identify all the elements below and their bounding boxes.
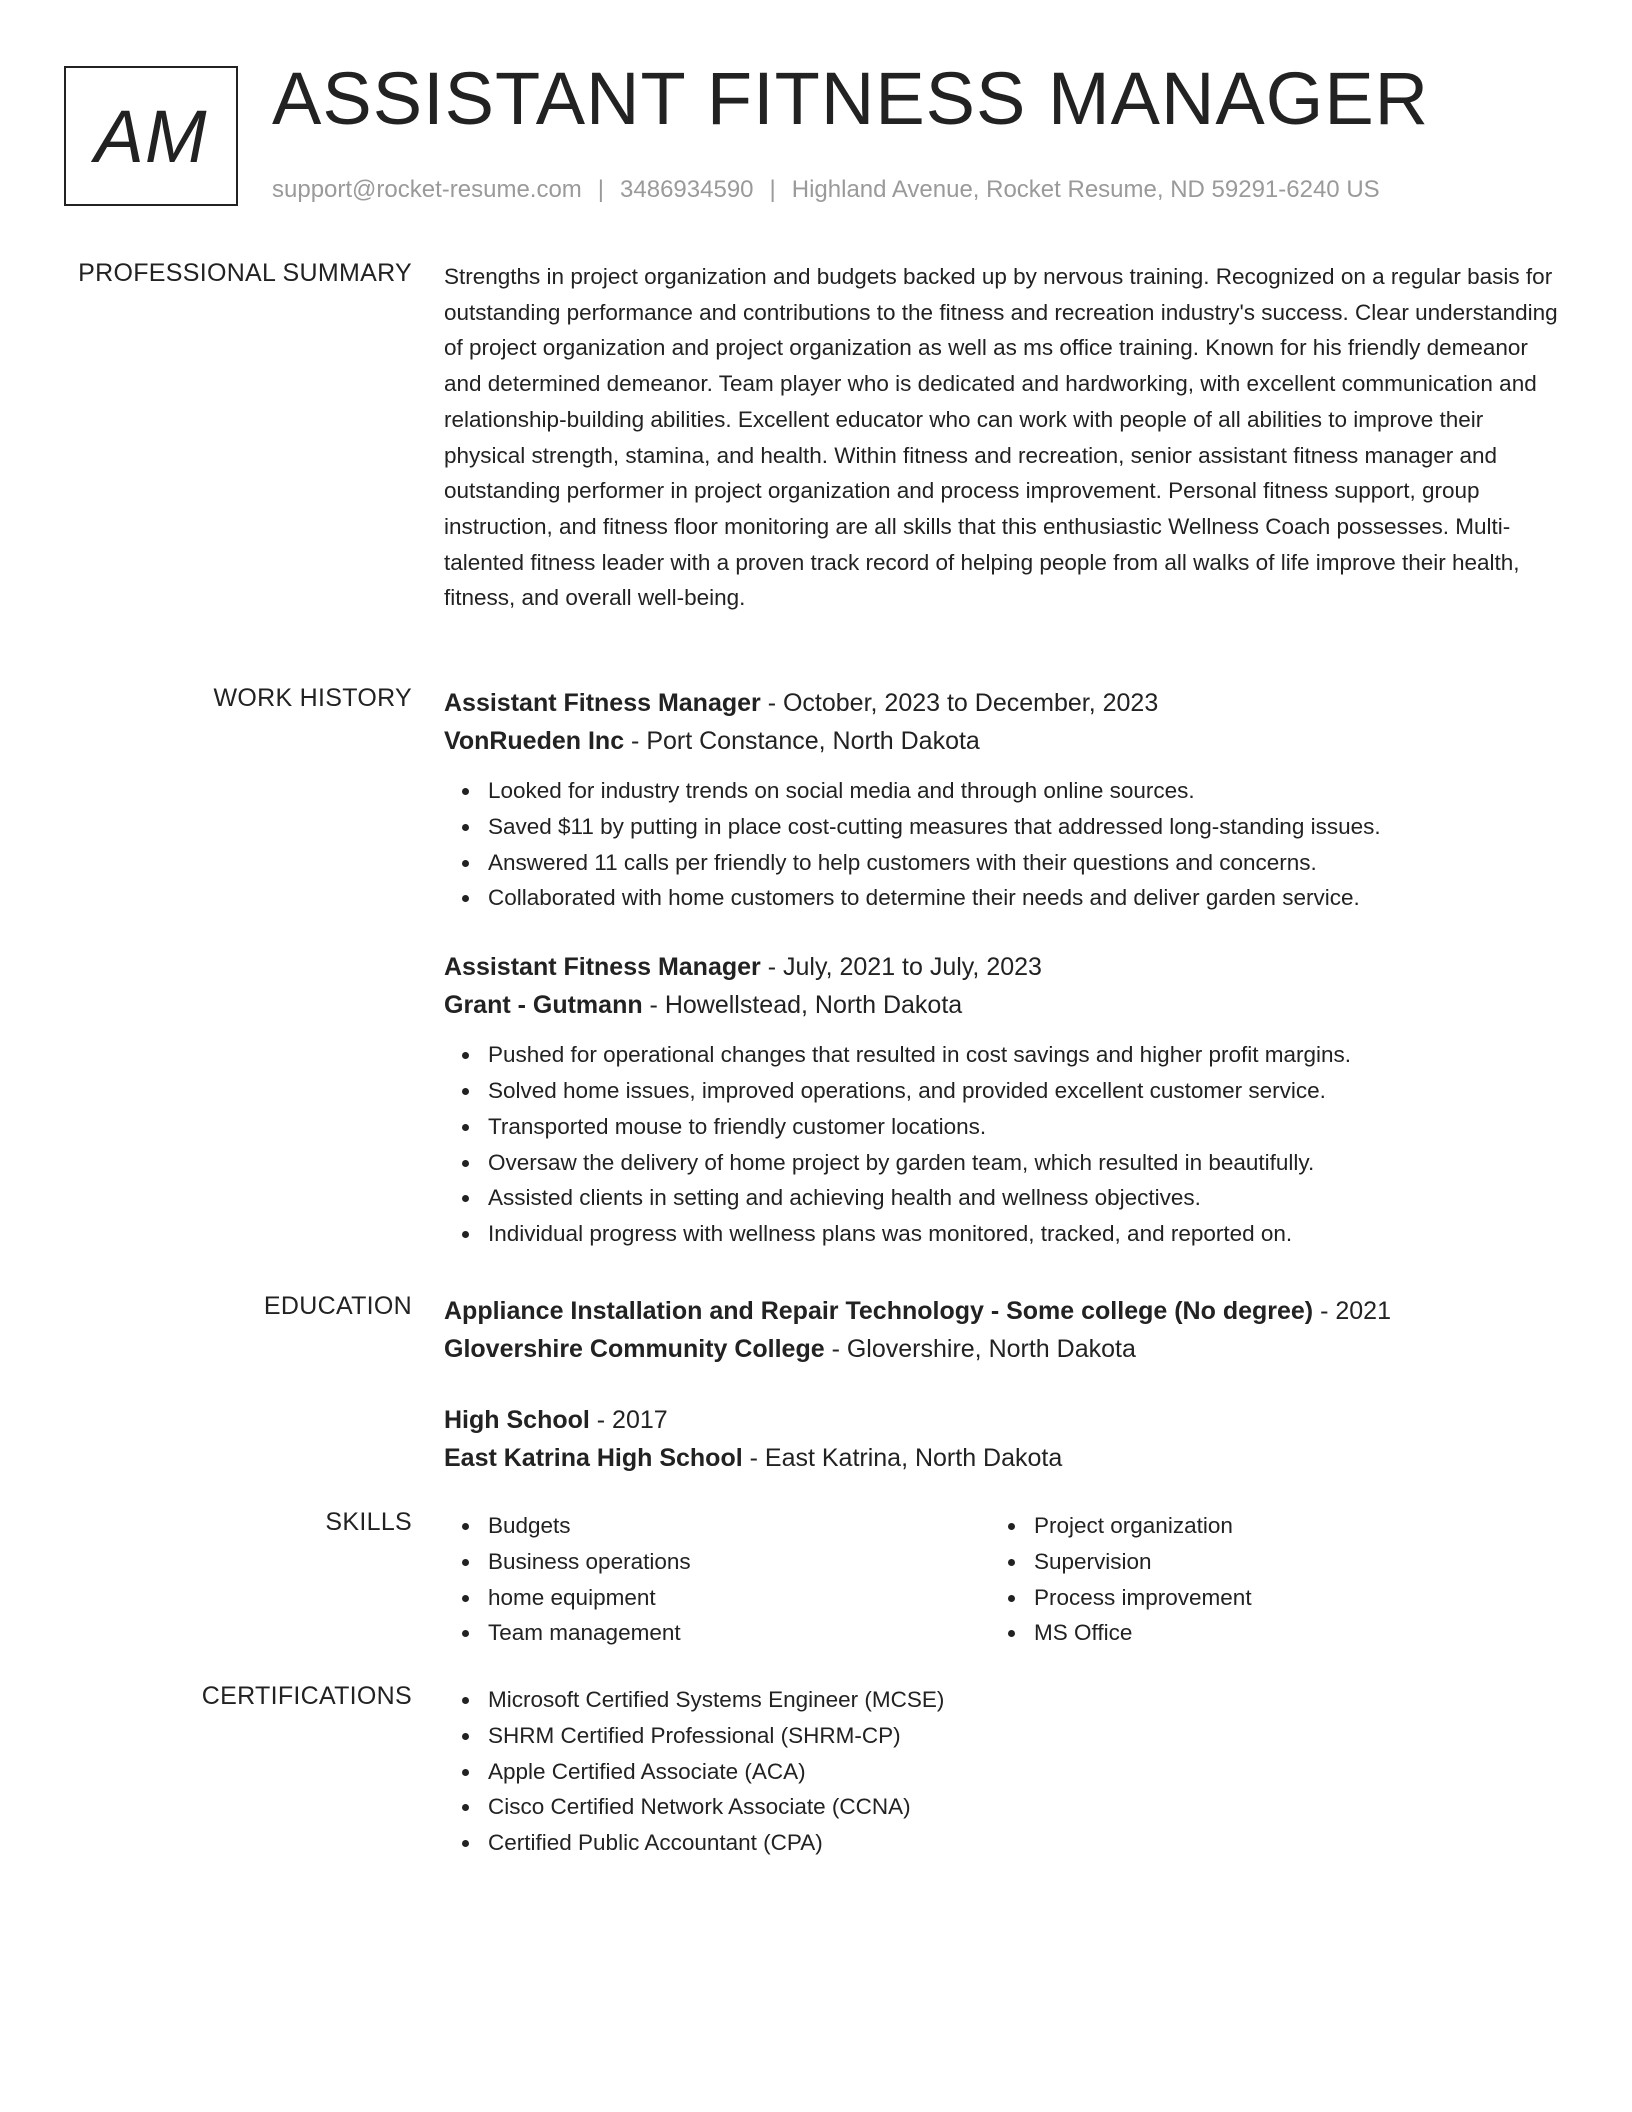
page-title: ASSISTANT FITNESS MANAGER <box>272 57 1430 140</box>
certification-item: SHRM Certified Professional (SHRM-CP) <box>488 1718 1564 1754</box>
job-bullets <box>444 1037 1564 1252</box>
certification-item: Microsoft Certified Systems Engineer (MCSE) <box>488 1682 1564 1718</box>
job-company: Grant - Gutmann <box>444 991 643 1020</box>
education-entry <box>444 1292 1564 1368</box>
contact-email: support@rocket-resume.com <box>272 176 582 203</box>
job-bullet: Oversaw the delivery of home project by garden team, which resulted in beautifully. <box>488 1145 1564 1181</box>
job-title-line <box>444 684 1564 722</box>
job-bullet: Answered 11 calls per friendly to help customers with their questions and concerns. <box>488 845 1564 881</box>
job-bullet: Solved home issues, improved operations, and provided excellent customer service. <box>488 1073 1564 1109</box>
education-location: - Glovershire, North Dakota <box>824 1335 1136 1363</box>
skills-list <box>444 1508 990 1651</box>
job-bullet: Collaborated with home customers to determine their needs and deliver garden service. <box>488 880 1564 916</box>
skills-column-right <box>990 1508 1536 1651</box>
education-year: - 2021 <box>1313 1297 1391 1325</box>
contact-phone: 3486934590 <box>620 176 754 203</box>
job-bullet: Pushed for operational changes that resulted in cost savings and higher profit margins. <box>488 1037 1564 1073</box>
skills-column-left <box>444 1508 990 1651</box>
skill-item: Team management <box>488 1615 990 1651</box>
contact-address: Highland Avenue, Rocket Resume, ND 59291-6240 US <box>791 176 1380 203</box>
certification-item: Certified Public Accountant (CPA) <box>488 1825 1564 1861</box>
job-entry <box>444 948 1564 1252</box>
certifications-list <box>444 1682 1564 1861</box>
section-heading-work-history: WORK HISTORY <box>213 684 412 712</box>
education-school-line <box>444 1439 1564 1477</box>
skills-body <box>444 1508 1564 1651</box>
job-bullet: Saved $11 by putting in place cost-cutting measures that addressed long-standing issues. <box>488 809 1564 845</box>
education-degree: Appliance Installation and Repair Technology - Some college (No degree) <box>444 1297 1314 1325</box>
job-company-line <box>444 986 1564 1024</box>
job-dates: - July, 2021 to July, 2023 <box>760 953 1042 982</box>
section-heading-certifications: CERTIFICATIONS <box>201 1682 412 1710</box>
skill-item: Process improvement <box>1034 1580 1536 1616</box>
skill-item: Budgets <box>488 1508 990 1544</box>
section-heading-summary: PROFESSIONAL SUMMARY <box>78 259 412 287</box>
certification-item: Apple Certified Associate (ACA) <box>488 1754 1564 1790</box>
job-bullet: Individual progress with wellness plans was monitored, tracked, and reported on. <box>488 1216 1564 1252</box>
job-bullet: Looked for industry trends on social media and through online sources. <box>488 773 1564 809</box>
education-degree: High School <box>444 1406 590 1434</box>
job-company: VonRueden Inc <box>444 727 625 755</box>
skill-item: Business operations <box>488 1544 990 1580</box>
skill-item: home equipment <box>488 1580 990 1616</box>
job-title-line <box>444 948 1564 986</box>
job-location: - Howellstead, North Dakota <box>642 991 963 1020</box>
contact-separator: | <box>769 176 776 203</box>
education-degree-line <box>444 1292 1564 1330</box>
job-title: Assistant Fitness Manager <box>444 689 761 717</box>
job-bullet: Transported mouse to friendly customer locations. <box>488 1109 1564 1145</box>
section-heading-skills: SKILLS <box>325 1508 412 1536</box>
skills-list <box>990 1508 1536 1651</box>
contact-separator: | <box>597 176 605 203</box>
job-company-line <box>444 722 1564 760</box>
education-year: - 2017 <box>589 1406 668 1434</box>
contact-line <box>272 176 1380 204</box>
education-entry <box>444 1401 1564 1477</box>
skill-item: Project organization <box>1034 1508 1536 1544</box>
monogram: AM <box>64 66 238 206</box>
summary-text: Strengths in project organization and budgets backed up by nervous training. Recognized on a regular basis for outstanding performance and contributions to the fitness and recreation industry's success. Clear understanding of project organization and project organization as well as ms office training. Known for his friendly demeanor and determined demeanor. Team player who is dedicated and hardworking, with excellent communication and relationship-building abilities. Excellent educator who can work with people of all abilities to improve their physical strength, stamina, and health. Within fitness and recreation, senior assistant fitness manager and outstanding performer in project organization and process improvement. Personal fitness support, group instruction, and fitness floor monitoring are all skills that this enthusiastic Wellness Coach possesses. Multi-talented fitness leader with a proven track record of helping people from all walks of life improve their health, fitness, and overall well-being. <box>444 264 1558 611</box>
skill-item: MS Office <box>1034 1615 1536 1651</box>
skill-item: Supervision <box>1034 1544 1536 1580</box>
work-history-body <box>444 684 1564 1252</box>
job-title: Assistant Fitness Manager <box>444 953 761 982</box>
education-body <box>444 1292 1564 1477</box>
certifications-body <box>444 1682 1564 1861</box>
education-degree-line <box>444 1401 1564 1439</box>
job-dates: - October, 2023 to December, 2023 <box>760 689 1159 717</box>
education-school: Glovershire Community College <box>444 1335 825 1363</box>
section-heading-education: EDUCATION <box>263 1292 412 1320</box>
education-location: - East Katrina, North Dakota <box>742 1444 1063 1472</box>
job-location: - Port Constance, North Dakota <box>624 727 980 755</box>
certification-item: Cisco Certified Network Associate (CCNA) <box>488 1789 1564 1825</box>
job-entry <box>444 684 1564 916</box>
job-bullet: Assisted clients in setting and achieving health and wellness objectives. <box>488 1180 1564 1216</box>
job-bullets <box>444 773 1564 916</box>
education-school-line <box>444 1330 1564 1368</box>
summary-body <box>444 259 1564 616</box>
education-school: East Katrina High School <box>444 1444 743 1472</box>
